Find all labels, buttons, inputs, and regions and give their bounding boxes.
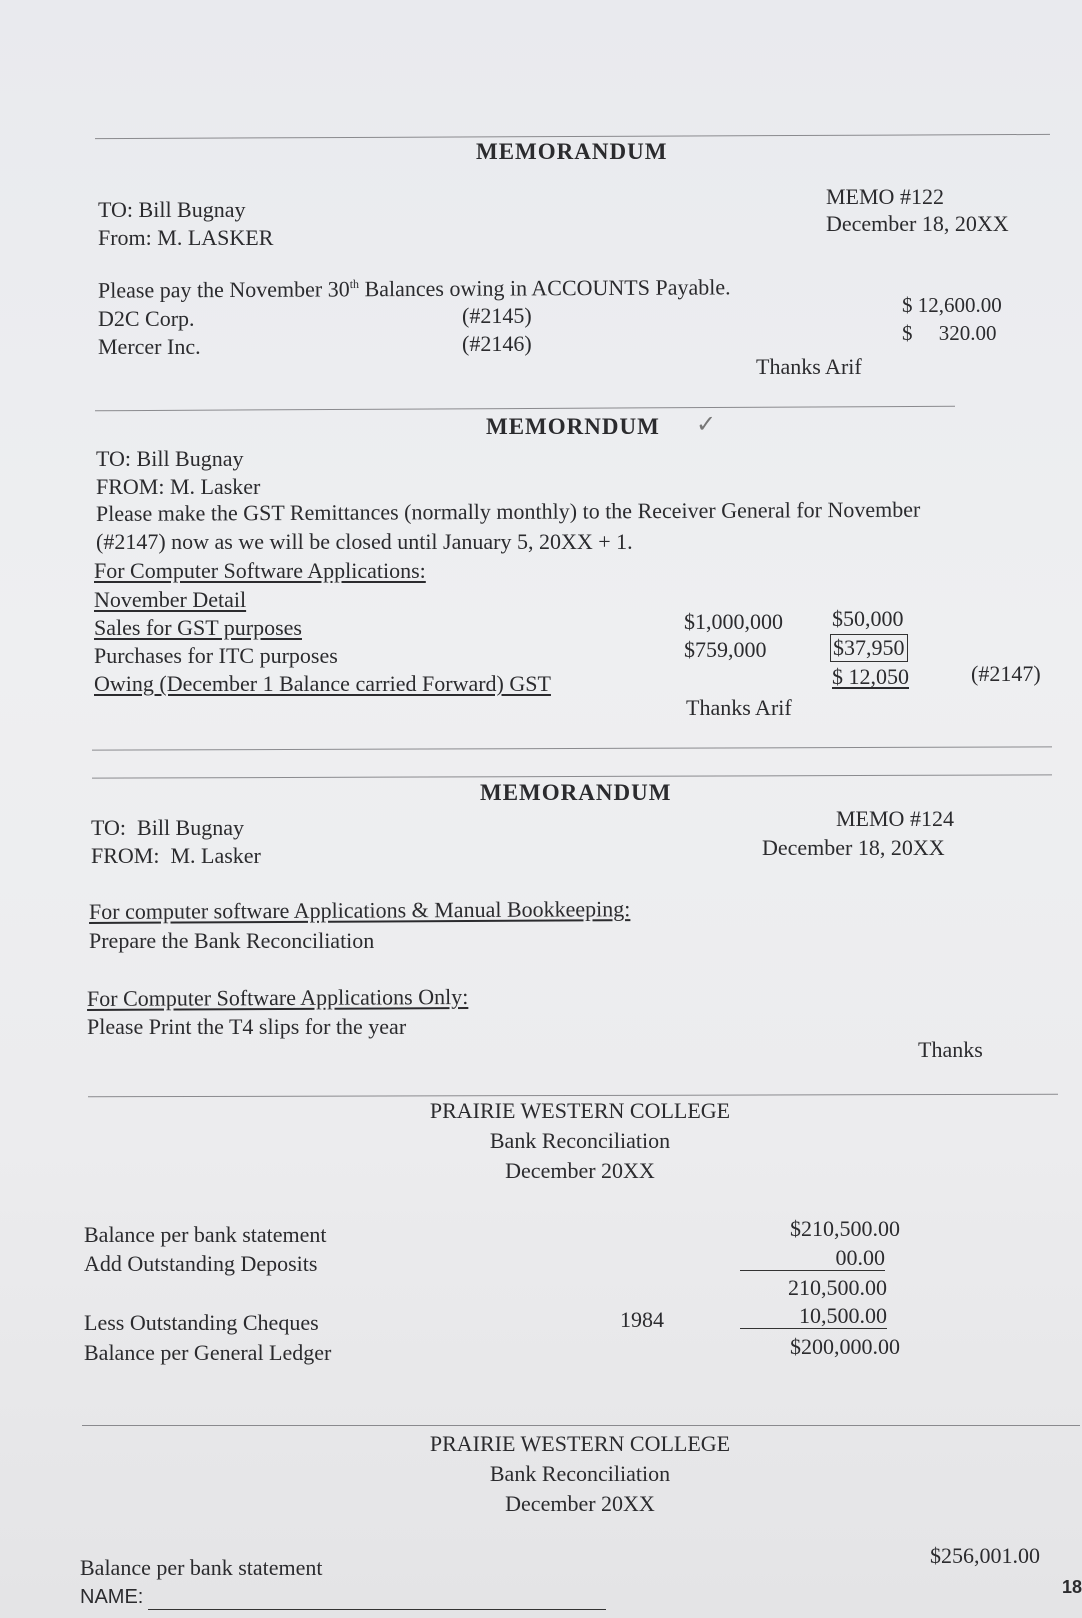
recon2-row-amount: $256,001.00	[930, 1543, 1040, 1568]
memo1-to: TO: Bill Bugnay	[98, 197, 246, 222]
recon1-row-label: Balance per bank statement	[84, 1222, 327, 1247]
memo3-section2-heading: For Computer Software Applications Only:	[86, 984, 469, 1011]
recon2-period: December 20XX	[505, 1491, 655, 1516]
recon1-row-amount: 00.00	[740, 1246, 885, 1271]
memo2-line2: (#2147) now as we will be closed until January 5, 20XX + 1.	[96, 529, 633, 554]
recon1-org: PRAIRIE WESTERN COLLEGE	[429, 1098, 731, 1123]
memo3-to: TO: Bill Bugnay	[91, 815, 244, 840]
instruction-text-b: Balances owing in ACCOUNTS Payable.	[358, 274, 731, 302]
memo3-number: MEMO #124	[836, 806, 954, 831]
memo1-item-name: Mercer Inc.	[98, 334, 201, 359]
gst-row-amount: $50,000	[832, 606, 904, 631]
recon1-subtotal: 210,500.00	[788, 1275, 887, 1300]
gst-row-label: Owing (December 1 Balance carried Forward) GST	[94, 671, 551, 696]
gst-row-label: Sales for GST purposes	[94, 615, 302, 640]
recon2-row-label: Balance per bank statement	[80, 1555, 323, 1580]
recon1-title: Bank Reconciliation	[489, 1128, 671, 1153]
memo1-item-amount: $ 12,600.00	[902, 293, 1002, 317]
memo1-heading: MEMORANDUM	[476, 139, 668, 164]
recon1-row-amount: $210,500.00	[790, 1216, 900, 1241]
recon1-row-label: Less Outstanding Cheques	[84, 1310, 319, 1335]
memo3-section2-text: Please Print the T4 slips for the year	[87, 1014, 407, 1039]
divider	[92, 746, 1052, 750]
memo1-instruction	[98, 274, 731, 303]
divider	[88, 1094, 1058, 1098]
memo3-section1-text: Prepare the Bank Reconciliation	[89, 928, 375, 953]
memo2-from: FROM: M. Lasker	[96, 474, 261, 499]
gst-row-base: $1,000,000	[684, 609, 783, 634]
memo3-date: December 18, 20XX	[762, 835, 945, 860]
instruction-text-a: Please pay the November 30	[97, 276, 350, 303]
memo1-number: MEMO #122	[826, 184, 944, 209]
memo2-software-heading: For Computer Software Applications:	[94, 558, 426, 583]
memo2-line1: Please make the GST Remittances (normally monthly) to the Receiver General for November	[95, 496, 921, 526]
memo1-item-ref: (#2145)	[462, 303, 532, 328]
memo1-from: From: M. LASKER	[98, 225, 274, 250]
recon1-row-label: Balance per General Ledger	[84, 1340, 332, 1365]
gst-row-base: $759,000	[684, 637, 767, 662]
memo1-item-name: D2C Corp.	[98, 306, 195, 331]
recon1-row-label: Add Outstanding Deposits	[84, 1251, 318, 1276]
gst-row-label: Purchases for ITC purposes	[94, 643, 338, 668]
check-mark-icon: ✓	[696, 410, 717, 438]
recon2-title: Bank Reconciliation	[489, 1461, 671, 1486]
memo2-detail-heading: November Detail	[94, 587, 247, 612]
memo1-signoff: Thanks Arif	[756, 354, 862, 379]
memo3-from: FROM: M. Lasker	[91, 843, 261, 868]
recon1-row-amount: $200,000.00	[790, 1334, 900, 1359]
memo3-heading: MEMORANDUM	[480, 780, 672, 805]
memo1-item-amount: $ 320.00	[902, 321, 997, 345]
page-number: 18	[1062, 1577, 1082, 1597]
memo2-to: TO: Bill Bugnay	[96, 446, 244, 471]
divider	[95, 406, 955, 412]
memo3-section1-heading: For computer software Applications & Manual Bookkeeping:	[88, 896, 631, 924]
gst-row-amount: $ 12,050	[832, 664, 909, 689]
memo3-signoff: Thanks	[918, 1037, 983, 1062]
recon1-cheque-number: 1984	[620, 1307, 664, 1332]
divider	[82, 1425, 1080, 1426]
instruction-superscript: th	[349, 276, 360, 292]
gst-row-amount: $37,950	[830, 634, 908, 662]
memo2-heading: MEMORNDUM	[486, 414, 660, 439]
memo2-signoff: Thanks Arif	[686, 695, 792, 720]
memo1-date: December 18, 20XX	[826, 211, 1009, 236]
name-input-line[interactable]	[148, 1609, 606, 1610]
divider	[92, 774, 1052, 778]
recon2-org: PRAIRIE WESTERN COLLEGE	[429, 1431, 731, 1456]
recon1-period: December 20XX	[505, 1158, 655, 1183]
recon1-row-amount: 10,500.00	[740, 1304, 887, 1329]
name-label: NAME:	[80, 1586, 144, 1608]
gst-row-ref: (#2147)	[971, 661, 1041, 686]
memo1-item-ref: (#2146)	[462, 331, 532, 356]
